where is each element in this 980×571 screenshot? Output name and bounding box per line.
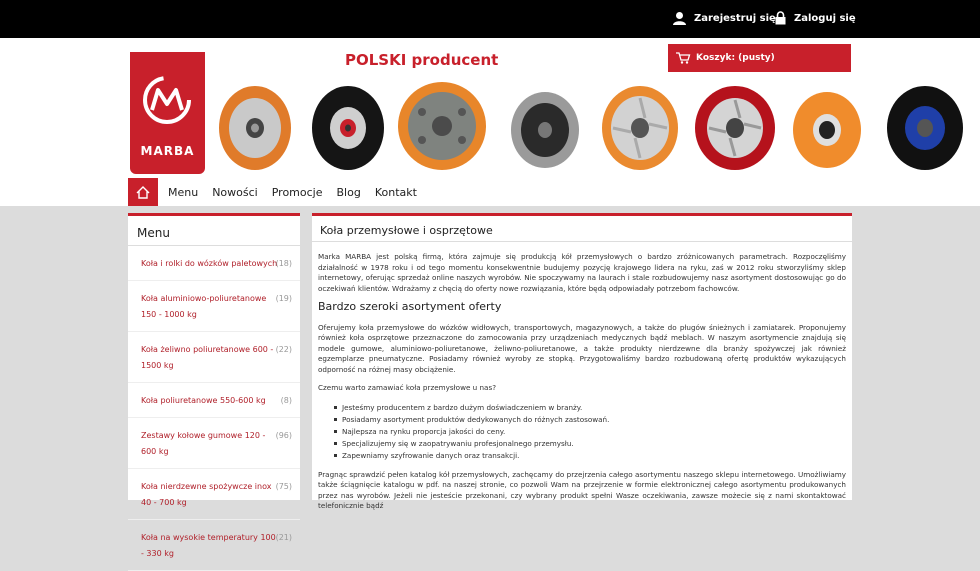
nav-item-menu[interactable]: Menu bbox=[168, 185, 199, 199]
list-item: Zapewniamy szyfrowanie danych oraz transakcji. bbox=[334, 450, 846, 462]
benefits-list bbox=[318, 402, 846, 462]
category-name[interactable]: Koła i rolki do wózków paletowych bbox=[141, 259, 278, 268]
category-sidebar bbox=[128, 213, 300, 558]
wheel-orange-black bbox=[793, 92, 861, 168]
category-item[interactable] bbox=[128, 383, 300, 418]
category-count: (22) bbox=[275, 345, 292, 354]
cart-button[interactable] bbox=[668, 44, 851, 72]
category-item[interactable] bbox=[128, 246, 300, 281]
category-item[interactable] bbox=[128, 520, 300, 571]
sidebar-title: Menu bbox=[128, 216, 300, 246]
wheel-grey-black bbox=[511, 92, 579, 168]
category-count: (96) bbox=[275, 431, 292, 440]
category-count: (19) bbox=[275, 294, 292, 303]
catalog-paragraph: Pragnąc sprawdzić pełen katalog kół przemysłowych, zachęcamy do przejrzenia całego asortymentu naszego sklepu internetowego. Umożliwiamy także ściągnięcie katalogu w pdf. na naszej stronie, co pozwoli Wam na przejrzenie w formie elektronicznej całego asortymentu produkowanych przez nas wyrobów. Jeżeli nie jesteście przekonani, czy wybrany produkt spełni Wasze oczekiwania, zawsze możecie się z nami skontaktować telefonicznie bądź bbox=[318, 469, 846, 510]
wheels-banner-image bbox=[215, 80, 970, 176]
main-content bbox=[312, 213, 852, 510]
cart-icon bbox=[676, 52, 690, 64]
category-name[interactable]: Koła żeliwno poliuretanowe 600 - 1500 kg bbox=[141, 345, 274, 370]
list-item: Najlepsza na rynku proporcja jakości do ceny. bbox=[334, 426, 846, 438]
main-nav bbox=[128, 178, 417, 206]
offer-paragraph: Oferujemy koła przemysłowe do wózków widłowych, transportowych, magazynowych, a także do pługów śnieżnych i zamiatarek. Proponujemy również koła osprzętowe przeznaczone do zamocowania przy urządzeniach medycznych bądź meblach. W naszym asortymencie znajdują się modele gumowe, aluminiowo-poliuretanowe, żeliwno-poliuretanowe, a także produkty nierdzewne dla branży spożywczej jak również egzemplarze pneumatyczne. Posiadamy również wyroby ze stopką. Przygotowaliśmy bardzo rozbudowaną ofertę produktów wykazujących odporność na różnej masy obciążenie. bbox=[318, 322, 846, 374]
nav-item-blog[interactable]: Blog bbox=[336, 185, 361, 199]
page-title: Koła przemysłowe i osprzętowe bbox=[312, 216, 852, 242]
category-item[interactable] bbox=[128, 418, 300, 469]
register-label: Zarejestruj się bbox=[694, 12, 776, 24]
user-icon bbox=[673, 11, 686, 25]
section-heading: Bardzo szeroki asortyment oferty bbox=[318, 300, 502, 313]
wheel-orange-grey bbox=[219, 86, 291, 170]
category-count: (18) bbox=[275, 259, 292, 268]
nav-item-promocje[interactable]: Promocje bbox=[271, 185, 323, 199]
category-item[interactable] bbox=[128, 281, 300, 332]
list-item: Posiadamy asortyment produktów dedykowanych do różnych zastosowań. bbox=[334, 414, 846, 426]
home-icon bbox=[136, 186, 150, 199]
category-item[interactable] bbox=[128, 469, 300, 520]
marba-logo[interactable] bbox=[130, 52, 205, 174]
login-label: Zaloguj się bbox=[794, 12, 856, 24]
nav-item-kontakt[interactable]: Kontakt bbox=[374, 185, 417, 199]
register-link[interactable] bbox=[673, 11, 776, 25]
tagline: POLSKI producent bbox=[345, 51, 499, 69]
category-name[interactable]: Koła nierdzewne spożywcze inox 40 - 700 kg bbox=[141, 482, 272, 507]
list-item: Specjalizujemy się w zaopatrywaniu profesjonalnego przemysłu. bbox=[334, 438, 846, 450]
category-name[interactable]: Koła na wysokie temperatury 100 - 330 kg bbox=[141, 533, 276, 558]
login-link[interactable] bbox=[775, 11, 856, 25]
list-item: Jesteśmy producentem z bardzo dużym doświadczeniem w branży. bbox=[334, 402, 846, 414]
category-count: (21) bbox=[275, 533, 292, 542]
category-item[interactable] bbox=[128, 332, 300, 383]
intro-paragraph: Marka MARBA jest polską firmą, która zajmuje się produkcją kół przemysłowych o bardzo zróżnicowanych parametrach. Rozpoczęliśmy działalność w 1978 roku i od tego momentu konsekwentnie budujemy pozycję krajowego lidera na ryku, zaś w 2012 roku stworzyliśmy sklep internetowy, oferując sprzedaż online naszych wyrobów. Nie spoczywamy na laurach i stale rozbudowujemy nasz asortyment dostosowując go do oczekiwań klientów. Wdrażamy z chęcią do oferty nowe rozwiązania, które będą odpowiadały potrzebom fachowców. bbox=[318, 252, 846, 293]
wheel-orange-white bbox=[602, 86, 678, 170]
top-bar bbox=[0, 0, 980, 38]
nav-item-nowosci[interactable]: Nowości bbox=[212, 185, 258, 199]
wheel-black-blue bbox=[887, 86, 963, 170]
cart-label: Koszyk: (pusty) bbox=[696, 53, 775, 63]
header bbox=[0, 38, 980, 206]
logo-text: MARBA bbox=[140, 144, 195, 158]
category-name[interactable]: Zestawy kołowe gumowe 120 - 600 kg bbox=[141, 431, 266, 456]
article-body bbox=[312, 242, 852, 512]
category-count: (8) bbox=[280, 396, 292, 405]
category-name[interactable]: Koła aluminiowo-poliuretanowe 150 - 1000 kg bbox=[141, 294, 267, 319]
logo-m-icon bbox=[130, 52, 205, 142]
question-paragraph: Czemu warto zamawiać koła przemysłowe u nas? bbox=[318, 383, 497, 392]
home-button[interactable] bbox=[128, 178, 158, 206]
wheel-black-grey bbox=[312, 86, 384, 170]
wheel-orange-steel bbox=[398, 82, 486, 170]
wheel-red-white bbox=[695, 86, 775, 170]
lock-icon bbox=[775, 11, 786, 25]
category-name[interactable]: Koła poliuretanowe 550-600 kg bbox=[141, 396, 266, 405]
category-count: (75) bbox=[275, 482, 292, 491]
